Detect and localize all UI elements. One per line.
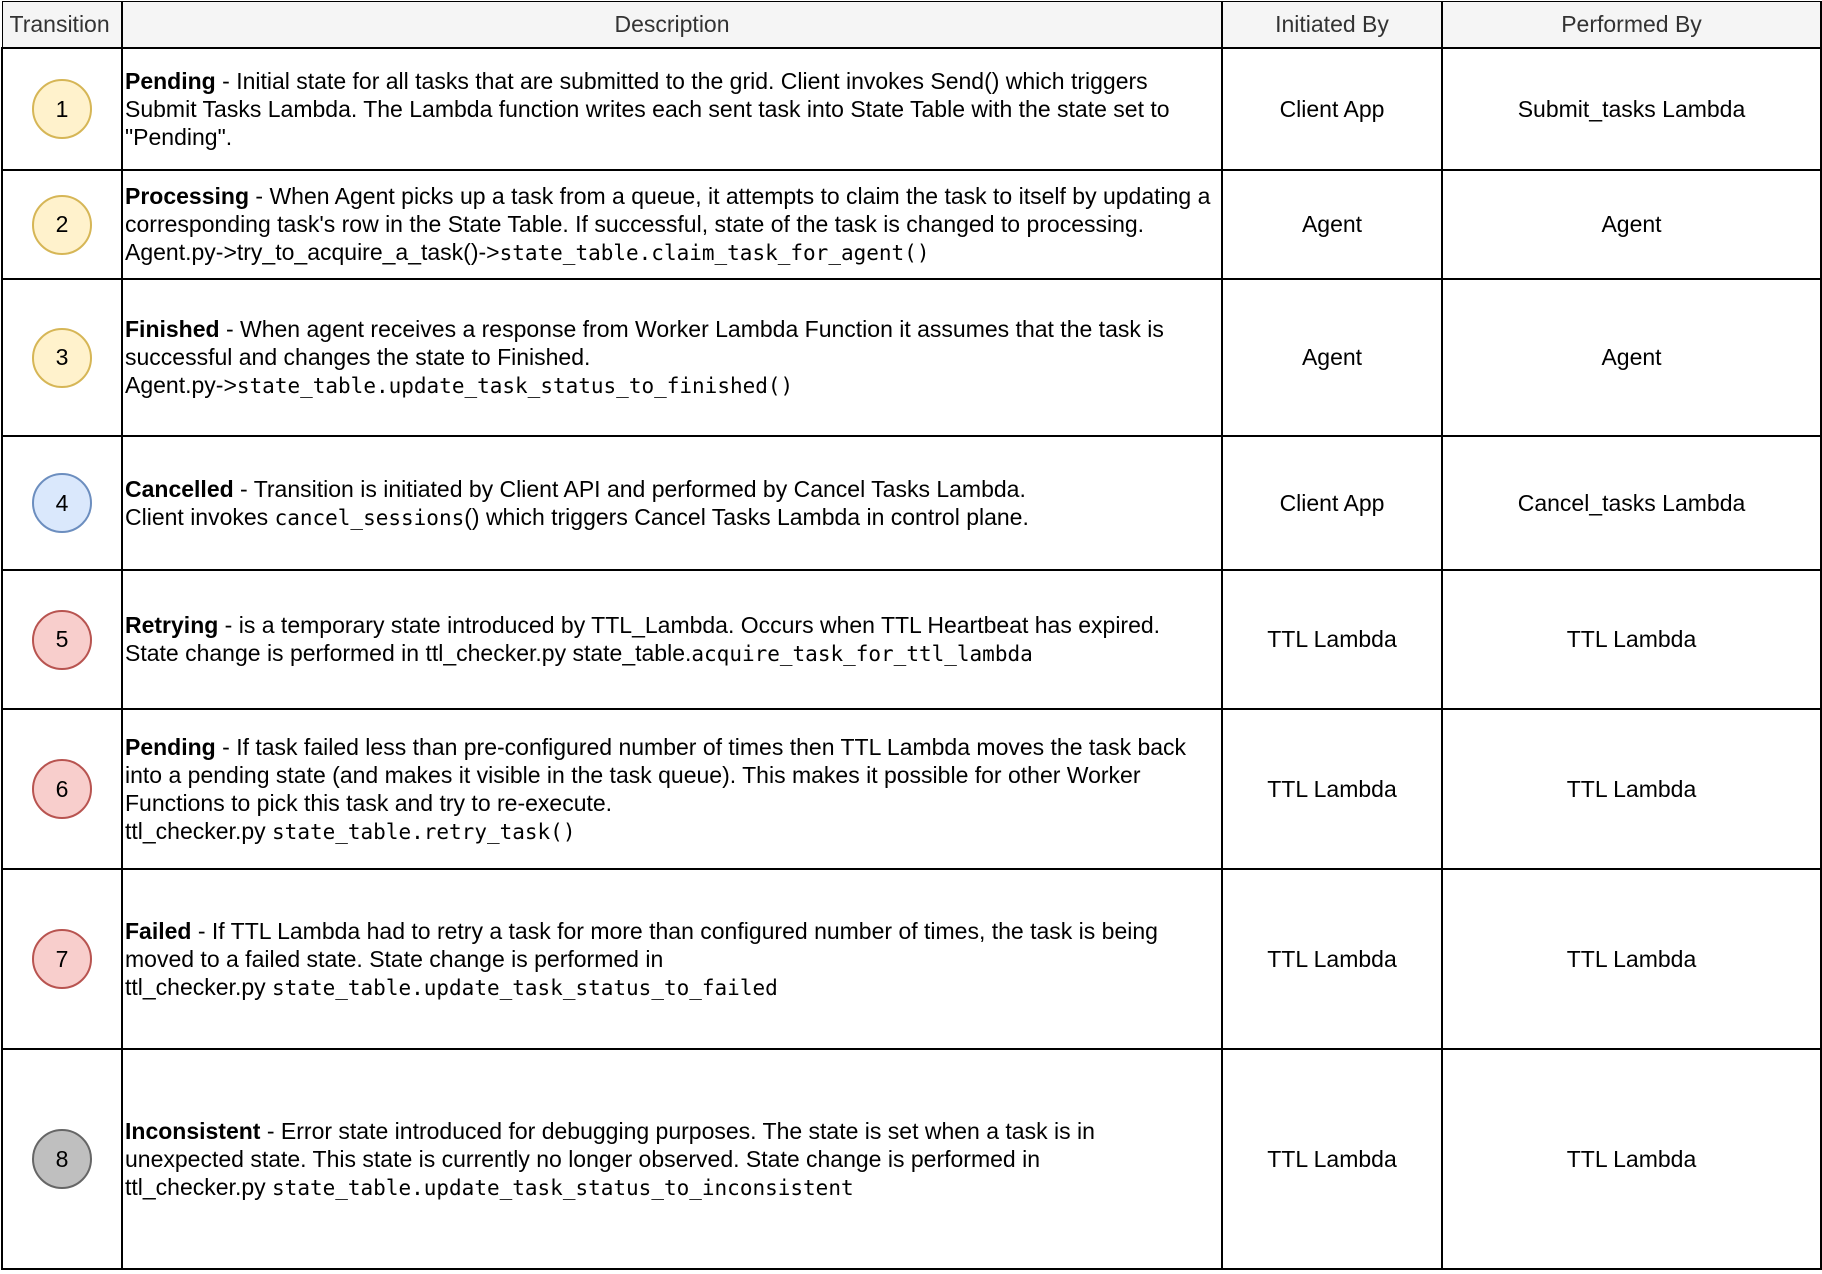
transition-number-badge <box>32 929 92 989</box>
transition-number: 7 <box>55 945 69 972</box>
performed-by: TTL Lambda <box>1566 775 1697 802</box>
performed-by-cell <box>1442 48 1821 170</box>
performed-by-cell <box>1442 436 1821 570</box>
transition-number: 6 <box>55 775 69 802</box>
state-name: Processing <box>125 183 249 209</box>
transition-number-badge <box>32 759 92 819</box>
code-reference: state_table.update_task_status_to_finished() <box>236 374 794 398</box>
separator: - <box>215 733 237 760</box>
state-name: Pending <box>125 67 216 94</box>
description-cell <box>122 1049 1222 1269</box>
state-name: Inconsistent <box>125 1117 261 1144</box>
table-row <box>2 279 1821 436</box>
code-prefix: ttl_checker.py <box>125 817 273 844</box>
transition-number-badge <box>32 1129 92 1189</box>
performed-by-cell <box>1442 279 1821 436</box>
performed-by: TTL Lambda <box>1566 626 1697 652</box>
separator: - <box>260 1117 281 1144</box>
separator: - <box>219 316 241 342</box>
performed-by-cell <box>1442 1049 1821 1269</box>
transition-number: 5 <box>55 626 69 652</box>
initiated-by-cell <box>1222 570 1442 709</box>
description-cell <box>122 709 1222 869</box>
header-transition: Transition <box>2 2 122 49</box>
description-text: If task failed less than pre-configured number of times then TTL Lambda moves the task back into a pending state (and makes it visible in the task queue). This makes it possible for other Worker Functions to pick this task and try to re-execute. <box>125 733 1187 816</box>
transition-number: 4 <box>55 489 69 516</box>
transition-number-badge <box>32 195 92 255</box>
description-text: is a temporary state introduced by TTL_Lambda. Occurs when TTL Heartbeat has expired. <box>238 612 1161 638</box>
initiated-by-cell <box>1222 48 1442 170</box>
initiated-by: TTL Lambda <box>1267 626 1397 652</box>
transition-cell <box>2 709 122 869</box>
performed-by: Agent <box>1601 344 1662 370</box>
code-reference: state_table.claim_task_for_agent() <box>499 241 930 265</box>
code-reference: acquire_task_for_ttl_lambda <box>691 642 1033 666</box>
initiated-by: TTL Lambda <box>1267 775 1397 802</box>
header-initiated-by: Initiated By <box>1222 2 1442 49</box>
initiated-by-cell <box>1222 1049 1442 1269</box>
performed-by: Agent <box>1601 211 1662 237</box>
code-suffix: () which triggers Cancel Tasks Lambda in control plane. <box>464 503 1029 530</box>
description-text: Error state introduced for debugging purposes. The state is set when a task is in unexpected state. This state is currently no longer observed. State change is performed in <box>125 1117 1095 1172</box>
performed-by-cell <box>1442 570 1821 709</box>
separator: - <box>233 475 254 502</box>
code-reference: state_table.update_task_status_to_failed <box>272 975 778 1000</box>
description-text: Transition is initiated by Client API and performed by Cancel Tasks Lambda. <box>253 475 1026 502</box>
table-row <box>2 570 1821 709</box>
code-prefix: Client invokes <box>125 503 275 530</box>
transition-number: 3 <box>55 344 69 370</box>
transitions-table <box>1 1 1822 1270</box>
code-prefix: Agent.py-> <box>125 372 237 398</box>
transition-cell <box>2 48 122 170</box>
header-description: Description <box>122 2 1222 49</box>
description-text: When Agent picks up a task from a queue, it attempts to claim the task to itself by updating a corresponding task's row in the State Table. If successful, state of the task is changed to processing. Agent.py->try_to_acquire_a_task()-> <box>125 183 1211 265</box>
header-row <box>2 2 1821 49</box>
description-text: If TTL Lambda had to retry a task for more than configured number of times, the task is being moved to a failed state. State change is performed in <box>125 917 1158 972</box>
table-row <box>2 869 1821 1049</box>
performed-by-cell <box>1442 869 1821 1049</box>
state-name: Cancelled <box>125 475 234 502</box>
initiated-by-cell <box>1222 709 1442 869</box>
state-name: Failed <box>125 917 192 944</box>
code-reference: state_table.retry_task() <box>272 819 576 844</box>
performed-by-cell <box>1442 170 1821 279</box>
code-reference: state_table.update_task_status_to_inconsistent <box>272 1175 854 1200</box>
transition-number-badge <box>32 79 92 139</box>
state-name: Retrying <box>125 612 219 638</box>
code-reference: cancel_sessions <box>274 505 465 530</box>
initiated-by-cell <box>1222 869 1442 1049</box>
description-cell <box>122 869 1222 1049</box>
description-cell <box>122 48 1222 170</box>
initiated-by: Client App <box>1279 95 1385 122</box>
description-cell <box>122 170 1222 279</box>
table-row <box>2 170 1821 279</box>
code-prefix: ttl_checker.py <box>125 973 273 1000</box>
performed-by: TTL Lambda <box>1566 1145 1697 1172</box>
performed-by: Submit_tasks Lambda <box>1517 95 1746 122</box>
initiated-by: Agent <box>1301 211 1363 237</box>
description-text: Initial state for all tasks that are submitted to the grid. Client invokes Send() which triggers Submit Tasks Lambda. The Lambda function writes each sent task into State Table with the state set to "Pending". <box>125 67 1170 150</box>
description-cell <box>122 279 1222 436</box>
table-row <box>2 436 1821 570</box>
transition-cell <box>2 170 122 279</box>
table-row <box>2 709 1821 869</box>
initiated-by: Agent <box>1301 344 1363 370</box>
initiated-by-cell <box>1222 170 1442 279</box>
transition-number-badge <box>32 610 92 670</box>
description-cell <box>122 570 1222 709</box>
transition-cell <box>2 1049 122 1269</box>
separator: - <box>218 612 239 638</box>
state-name: Pending <box>125 733 216 760</box>
header-performed-by: Performed By <box>1442 2 1821 49</box>
initiated-by: TTL Lambda <box>1267 1145 1397 1172</box>
initiated-by-cell <box>1222 279 1442 436</box>
description-cell <box>122 436 1222 570</box>
description-text: When agent receives a response from Worker Lambda Function it assumes that the task is successful and changes the state to Finished. <box>125 316 1164 370</box>
code-prefix: ttl_checker.py <box>125 1173 273 1200</box>
separator: - <box>249 183 270 209</box>
transition-number-badge <box>32 473 92 533</box>
performed-by: Cancel_tasks Lambda <box>1517 489 1746 516</box>
initiated-by: TTL Lambda <box>1267 945 1397 972</box>
performed-by: TTL Lambda <box>1566 945 1697 972</box>
transition-number-badge <box>32 328 92 388</box>
separator: - <box>191 917 212 944</box>
table-row <box>2 1049 1821 1269</box>
transition-number: 8 <box>55 1145 69 1172</box>
separator: - <box>215 67 237 94</box>
table-row <box>2 48 1821 170</box>
code-prefix: State change is performed in ttl_checker.py state_table. <box>125 640 692 666</box>
initiated-by-cell <box>1222 436 1442 570</box>
performed-by-cell <box>1442 709 1821 869</box>
initiated-by: Client App <box>1279 489 1385 516</box>
transition-number: 1 <box>55 95 69 122</box>
transition-cell <box>2 436 122 570</box>
transition-number: 2 <box>55 211 69 237</box>
transition-cell <box>2 570 122 709</box>
transition-cell <box>2 869 122 1049</box>
state-name: Finished <box>125 316 220 342</box>
transition-cell <box>2 279 122 436</box>
